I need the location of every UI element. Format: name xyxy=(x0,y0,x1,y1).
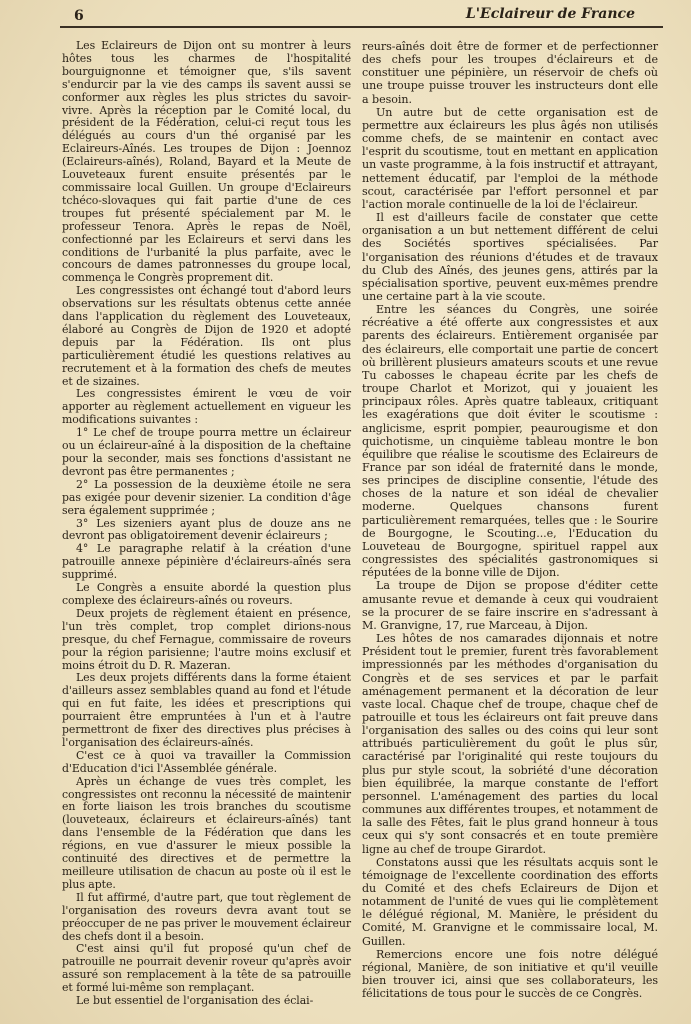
running-title: L'Eclaireur de France xyxy=(465,6,635,22)
paragraph: Les congressistes ont échangé tout d'abord leurs observations sur les résultats obtenus cette année dans l'application du règlement des Louveteaux, élaboré au Congrès de Dijon de 1920 et adopté depuis par la Fédération. Ils ont plus particulièrement étudié les questions relatives au recrutement et à la formation des chefs de meutes et de sizaines. xyxy=(62,284,351,388)
paragraph: C'est ainsi qu'il fut proposé qu'un chef de patrouille ne pourrait devenir roveur qu'après avoir assuré son remplacement à la tête de sa patrouille et formé lui-même son remplaçant. xyxy=(62,942,351,995)
paragraph: Les deux projets différents dans la forme étaient d'ailleurs assez semblables quand au fond et l'étude qui en fut faite, les idées et prescriptions qui pourraient être empruntées à l'un et à l'autre permettront de fixer des directives plus précises à l'organisation des éclaireurs-aînés. xyxy=(62,671,351,749)
paragraph: Le Congrès a ensuite abordé la question plus complexe des éclaireurs-aînés ou roveurs. xyxy=(62,581,351,607)
paragraph: 1° Le chef de troupe pourra mettre un éclaireur ou un éclaireur-aîné à la disposition de la cheftaine pour la seconder, mais ses fonctions d'assistant ne devront pas être permanentes ; xyxy=(62,426,351,478)
paragraph: 4° Le paragraphe relatif à la création d'une patrouille annexe pépinière d'éclaireurs-aînés sera supprimé. xyxy=(62,542,351,582)
left-column xyxy=(62,40,351,1008)
paragraph: Les Eclaireurs de Dijon ont su montrer à leurs hôtes tous les charmes de l'hospitalité bourguignonne et témoigner que, s'ils savent s'endurcir par la vie des camps ils savent aussi se conformer aux règles les plus strictes du savoir-vivre. Après la réception par le Comité local, du président de la Fédération, celui-ci reçut tous les délégués au cours d'un thé organisé par les Eclaireurs-Aînés. Les troupes de Dijon : Joennoz (Eclaireurs-aînés), Roland, Bayard et la Meute de Louveteaux furent ensuite présentés par le commissaire local Guillen. Un groupe d'Eclaireurs tchéco-slovaques qui fait partie d'une de ces troupes fut présenté spécialement par M. le professeur Tenora. Après le repas de Noël, confectionné par les Eclaireurs et servi dans les conditions de l'urbanité la plus parfaite, avec le concours de dames patronnesses du groupe local, commença le Congrès proprement dit. xyxy=(62,39,351,285)
header-rule xyxy=(60,26,663,28)
paragraph: Entre les séances du Congrès, une soirée récréative a été offerte aux congressistes et aux parents des éclaireurs. Entièrement organisée par des éclaireurs, elle comportait une partie de concert où brillèrent plusieurs amateurs scouts et une revue Tu cabosses le chapeau écrite par les chefs de troupe Charlot et Morizot, qui y jouaient les principaux rôles. Après quatre tableaux, critiquant les exagérations que doit éviter le scoutisme : anglicisme, esprit pompier, peaurougisme et don quichotisme, un cinquième tableau montre le bon équilibre que réalise le scoutisme des Eclaireurs de France par son idéal de fraternité dans le monde, ses principes de discipline consentie, l'étude des choses de la nature et son idéal de chevalier moderne. Quelques chansons furent particulièrement remarquées, telles que : le Sourire de Bourgogne, le Scouting...e, l'Education du Louveteau de Bourgogne, spirituel rappel aux congressistes des spécialités gastronomiques si réputées de la bonne ville de Dijon. xyxy=(362,303,658,580)
paragraph: Le but essentiel de l'organisation des éclai- xyxy=(76,994,314,1008)
paragraph: Un autre but de cette organisation est de permettre aux éclaireurs les plus âgés non utilisés comme chefs, de se maintenir en contact avec l'esprit du scoutisme, tout en mettant en application un vaste programme, à la fois instructif et attrayant, nettement éducatif, par l'emploi de la méthode scout, caractérisée par l'effort personnel et par l'action morale continuelle de la loi de l'éclaireur. xyxy=(362,105,658,211)
page-header xyxy=(60,6,671,28)
right-column xyxy=(362,40,658,1000)
paragraph: La troupe de Dijon se propose d'éditer cette amusante revue et demande à ceux qui voudraient se la procurer de se faire inscrire en s'adressant à M. Granvigne, 17, rue Marceau, à Dijon. xyxy=(362,579,658,632)
paragraph: Après un échange de vues très complet, les congressistes ont reconnu la nécessité de maintenir en forte liaison les trois branches du scoutisme (louveteaux, éclaireurs et éclaireurs-aînés) tant dans l'ensemble de la Fédération que dans les régions, en vue d'assurer le mieux possible la continuité des directives et de permettre la meilleure utilisation de chacun au poste où il est le plus apte. xyxy=(62,774,351,891)
paragraph: 2° La possession de la deuxième étoile ne sera pas exigée pour devenir sizenier. La condition d'âge sera également supprimée ; xyxy=(62,477,351,517)
paragraph: Les congressistes émirent le vœu de voir apporter au règlement actuellement en vigueur les modifications suivantes : xyxy=(62,387,351,427)
paragraph: Deux projets de règlement étaient en présence, l'un très complet, trop complet dirions-nous presque, du chef Fernague, commissaire de roveurs pour la région parisienne; l'autre moins exclusif et moins étroit du D. R. Mazeran. xyxy=(62,606,351,672)
page-number: 6 xyxy=(74,8,84,24)
paragraph: Les hôtes de nos camarades dijonnais et notre Président tout le premier, furent très favorablement impressionnés par les méthodes d'organisation du Congrès et de ses services et par le parfait aménagement permanent et la décoration de leur vaste local. Chaque chef de troupe, chaque chef de patrouille et tous les éclaireurs ont fait preuve dans l'organisation des salles ou des coins qui leur sont attribués particulièrement du goût le plus sûr, caractérisé par l'originalité qui reste toujours du plus pur style scout, la sobriété d'une décoration bien équilibrée, la marque constante de l'effort personnel. L'aménagement des parties du local communes aux différentes troupes, et notamment de la salle des Fêtes, fait le plus grand honneur à tous ceux qui s'y sont consacrés et en toute première ligne au chef de troupe Girardot. xyxy=(362,632,658,856)
paragraph: 3° Les sizeniers ayant plus de douze ans ne devront pas obligatoirement devenir éclaireurs ; xyxy=(62,516,351,543)
paragraph: C'est ce à quoi va travailler la Commission d'Education d'ici l'Assemblée générale. xyxy=(62,748,351,775)
paragraph: Constatons aussi que les résultats acquis sont le témoignage de l'excellente coordination des efforts du Comité et des chefs Eclaireurs de Dijon et notamment de l'unité de vues qui lie complètement le délégué régional, M. Manière, le président du Comité, M. Granvigne et le commissaire local, M. Guillen. xyxy=(362,855,658,948)
paragraph-continued: reurs-aînés doit être de former et de perfectionner des chefs pour les troupes d'éclaireurs et de constituer une pépinière, un réservoir de chefs où une troupe puisse trouver les instructeurs dont elle a besoin. xyxy=(362,40,658,106)
paragraph: Remercions encore une fois notre délégué régional, Manière, de son initiative et qu'il veuille bien trouver ici, ainsi que ses collaborateurs, les félicitations de tous pour le succès de ce Congrès. xyxy=(362,947,658,1001)
paragraph: Il est d'ailleurs facile de constater que cette organisation a un but nettement différent de celui des Sociétés sportives spécialisées. Par l'organisation des réunions d'études et de travaux du Club des Aînés, des jeunes gens, attirés par la spécialisation sportive, peuvent eux-mêmes prendre une certaine part à la vie scoute. xyxy=(362,211,658,303)
paragraph: Il fut affirmé, d'autre part, que tout règlement de l'organisation des roveurs devra avant tout se préoccuper de ne pas priver le mouvement éclaireur des chefs dont il a besoin. xyxy=(62,890,351,943)
